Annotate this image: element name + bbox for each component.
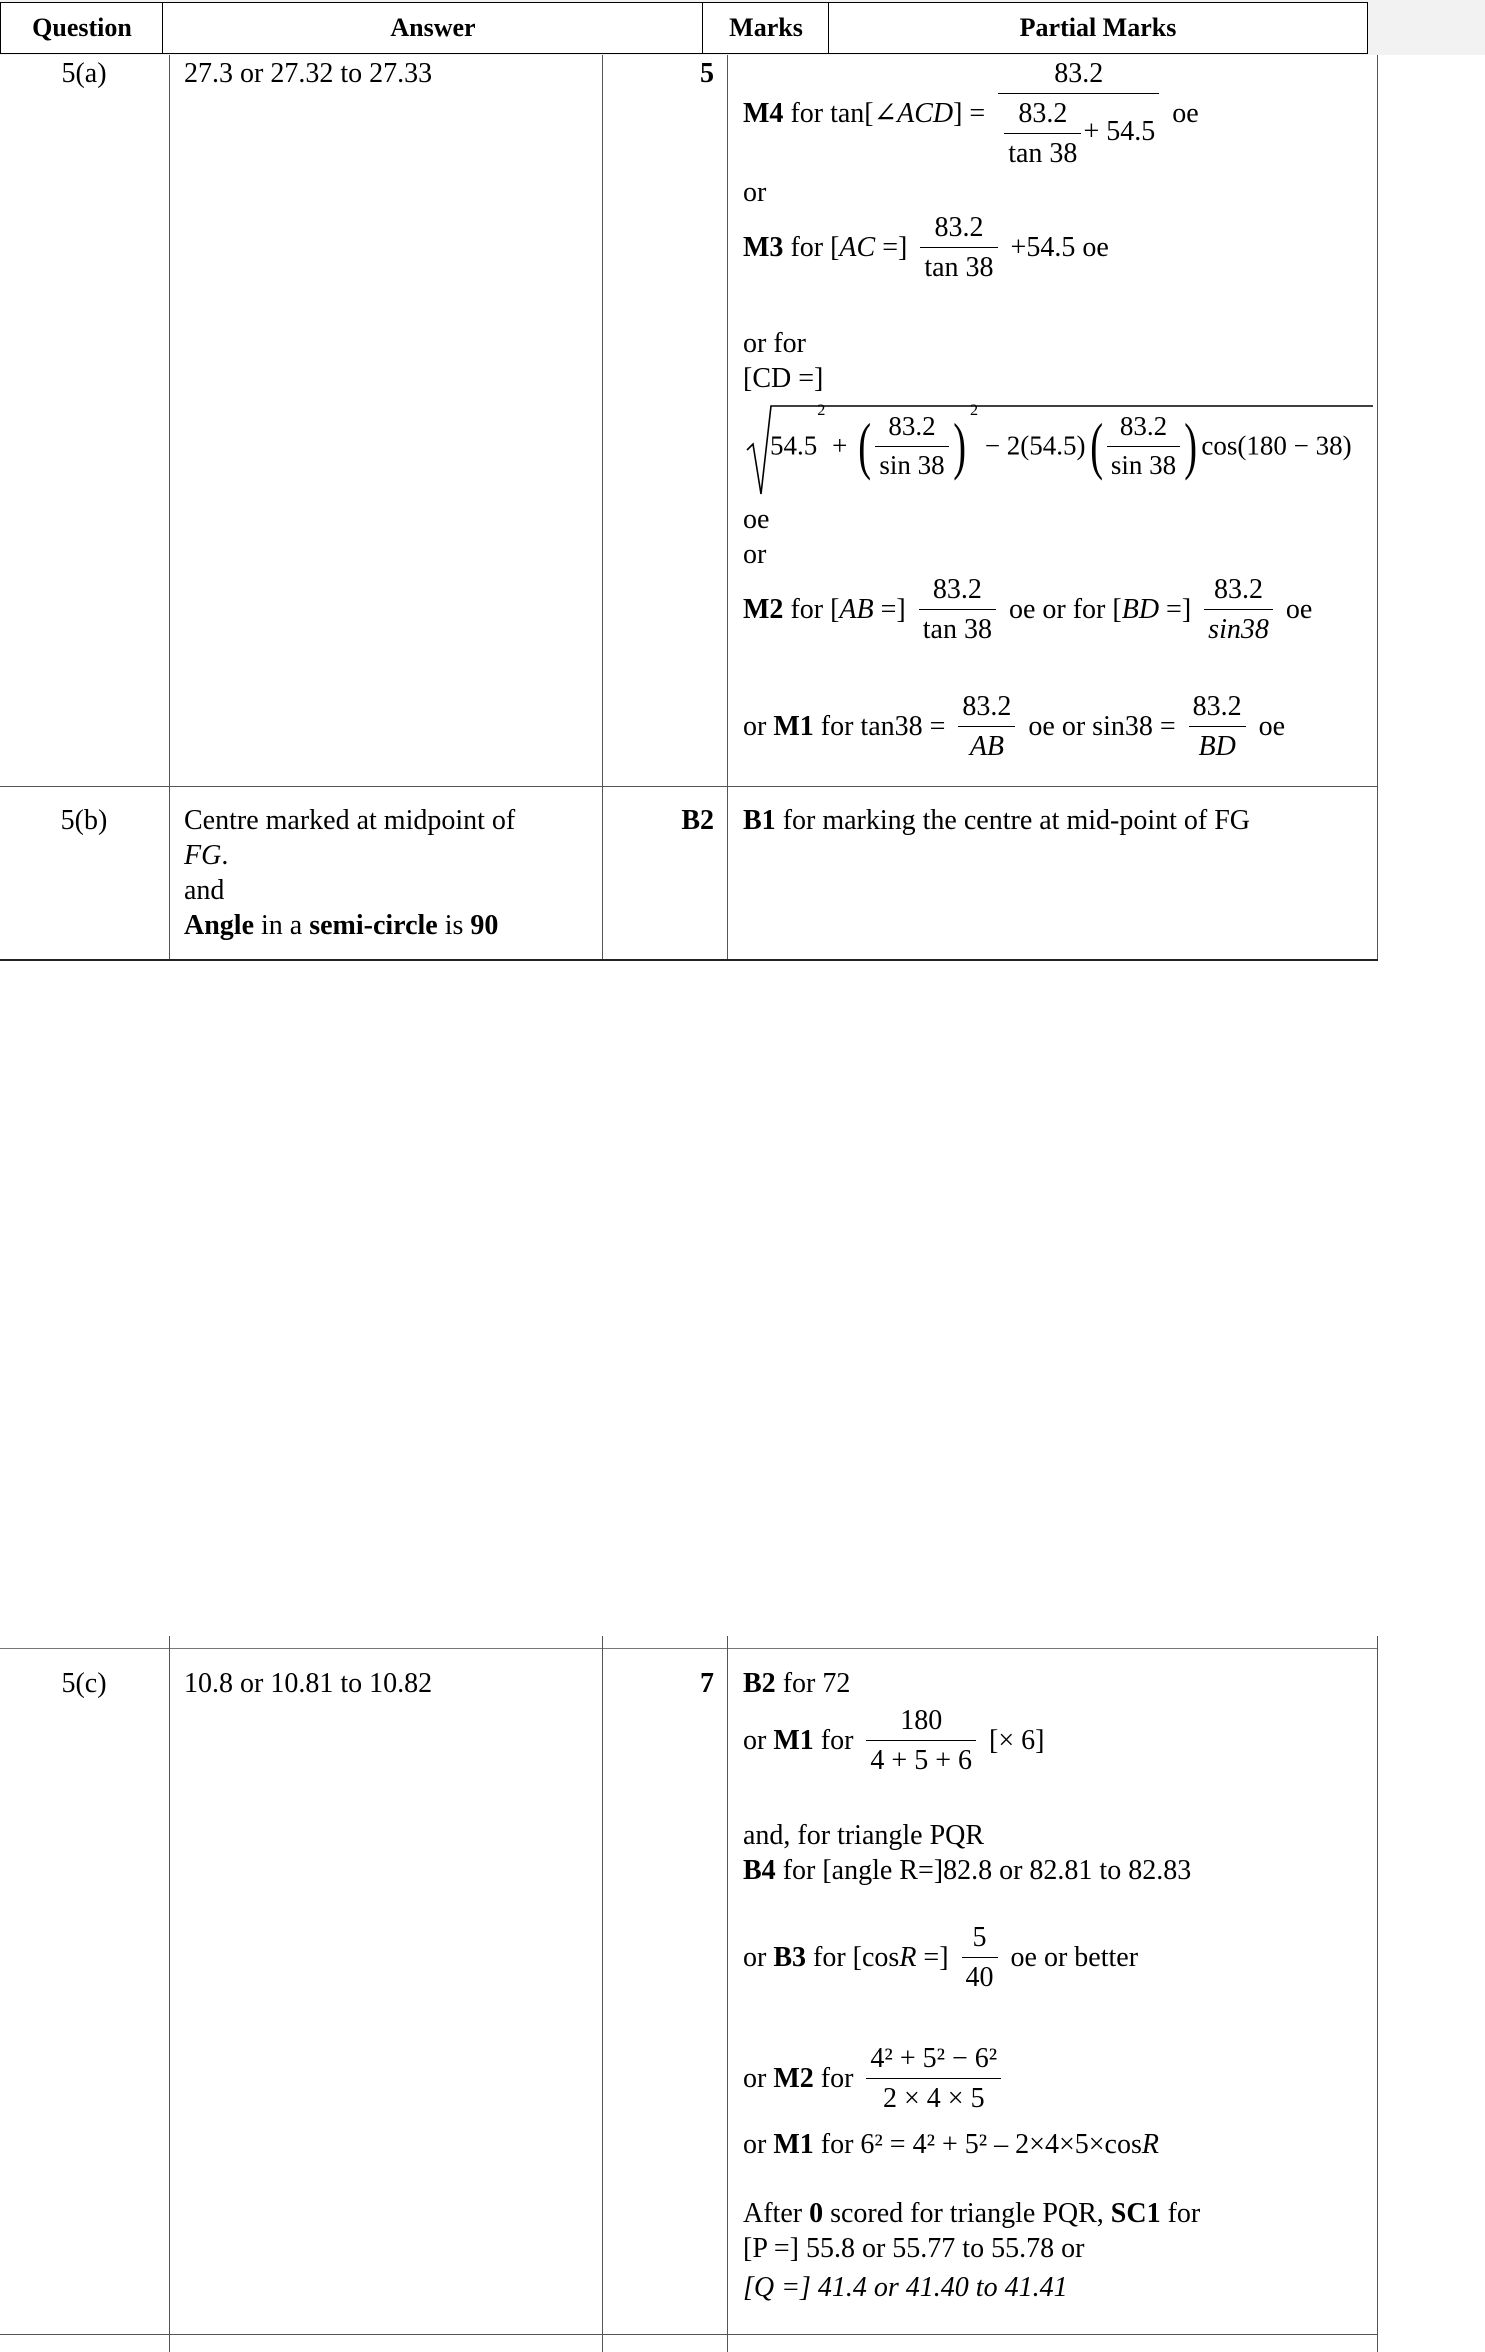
m2-c-fraction [866,2041,1001,2116]
answer-5b-angle: Angle [184,910,254,941]
answer-5b-line1: Centre marked at midpoint of [184,805,516,836]
m2-lead: for [ [790,594,840,625]
m2-frac1-num: 83.2 [919,572,996,610]
header-answer: Answer [162,2,704,54]
m3-fraction [920,210,997,285]
m3-close: =] [875,232,908,263]
m1-fraction-1 [958,689,1015,764]
table-top-border [0,1648,1378,1649]
cd-expression: $54.5^2$ + ( $\frac{83.2}{\sin 38}$ )$^2$ − 2(54.5)( $\frac{83.2}{\sin 38}$ ) cos(180 − 38) [770,401,1352,482]
m2-c-num: 4² + 5² − 6² [866,2041,1001,2079]
b3-fraction [962,1920,998,1995]
m1-c-criterion [743,2127,1159,2162]
table-bottom-border [0,959,1378,961]
m3-denominator: tan 38 [924,252,994,283]
m4-close: ] = [953,98,986,129]
m4-inner-denominator: tan 38 [1008,138,1078,169]
header-marks: Marks [702,2,830,54]
m2-c-den: 2 × 4 × 5 [883,2083,985,2114]
sc1-criterion [743,2196,1200,2231]
m1-mid: oe or sin38 = [1028,711,1176,742]
m1-72-num: 180 [866,1703,976,1741]
b3-criterion [743,1920,1138,1995]
cd-label: [CD =] [743,363,824,394]
grid-line [602,55,603,960]
question-5b: 5(b) [60,805,108,836]
cd-frac1-den: sin 38 [879,449,945,480]
m1-c-var: R [1141,2129,1159,2160]
m1-criterion [743,689,1285,764]
grid-line [727,55,728,960]
b3-var: R [899,1942,917,1973]
m3-numerator: 83.2 [920,210,997,248]
b3-den: 40 [965,1962,994,1993]
m2-frac1-den: tan 38 [922,614,992,645]
answer-5b-fg: FG [184,840,222,871]
sc1-q-line: [Q =] 41.4 or 41.40 to 41.41 [743,2272,1068,2303]
b2-criterion [743,1666,850,1701]
m3-label: M3 [743,232,784,263]
grid-line [1377,1636,1378,2352]
m3-tail: +54.5 oe [1010,232,1109,263]
sc1-label: SC1 [1110,2198,1161,2229]
or-for-text: or for [743,328,806,359]
header-partial-marks: Partial Marks [828,2,1368,54]
m1-72-fraction [866,1703,976,1778]
and-triangle-text: and, for triangle PQR [743,1820,985,1851]
m4-lead: for tan[ [790,98,874,129]
m2-frac2-num: 83.2 [1204,572,1273,610]
m2-c-for: for [813,2063,854,2094]
b1-criterion [743,803,1250,838]
grid-line [169,55,170,960]
answer-5b-dot: . [221,840,229,871]
sc1-p-line: [P =] 55.8 or 55.77 to 55.78 or [743,2233,1085,2264]
m1-72-label: M1 [773,1725,814,1756]
m1-frac1-den: AB [969,731,1005,762]
m2-c-or: or [743,2063,767,2094]
sc1-zero: 0 [809,2198,824,2229]
m2-criterion [743,572,1312,647]
answer-5b-90: 90 [470,910,499,941]
row-divider [0,2334,1378,2335]
cd-frac-2 [1107,410,1180,483]
b2-text: for 72 [775,1668,851,1699]
oe-text: oe [743,504,770,535]
b3-for: for [cos [806,1942,900,1973]
m1-frac1-num: 83.2 [958,689,1015,727]
cd-tail: cos(180 − 38) [1201,430,1352,461]
m4-angle: ∠ACD [873,98,954,129]
cd-frac-1 [875,410,948,483]
b4-text: for [angle R=]82.8 or 82.81 to 82.83 [775,1855,1192,1886]
m2-label: M2 [743,594,784,625]
cd-frac1-num: 83.2 [875,410,948,447]
m1-frac2-num: 83.2 [1189,689,1246,727]
m2-var-ab: AB [839,594,874,625]
grid-line [1377,55,1378,960]
b1-label: B1 [743,805,776,836]
m4-denominator [998,94,1159,171]
header-question: Question [0,2,164,54]
m1-tail: oe [1258,711,1286,742]
or-text: or [743,177,767,208]
m4-label: M4 [743,98,784,129]
m1-72-criterion [743,1703,1044,1778]
b4-criterion [743,1853,1191,1888]
m4-inner-add: + 54.5 [1083,115,1156,147]
m1-or: or [743,711,767,742]
m4-tail: oe [1172,98,1199,129]
m2-fraction-1 [919,572,996,647]
m1-label: M1 [773,711,814,742]
m1-fraction-2 [1189,689,1246,764]
b3-label: B3 [773,1942,807,1973]
sc1-mid: scored for triangle PQR, [823,2198,1111,2229]
m2-c-criterion [743,2041,1007,2116]
question-5a: 5(a) [61,58,107,89]
m3-var: AC [839,232,876,263]
m1-c-or: or [743,2129,767,2160]
m1-c-label: M1 [773,2129,814,2160]
b4-label: B4 [743,1855,776,1886]
sc1-for: for [1160,2198,1201,2229]
grid-line [727,1636,728,2352]
m2-tail: oe [1285,594,1313,625]
m1-72-or: or [743,1725,767,1756]
cd-plus: + [832,430,848,461]
row-divider [0,786,1378,787]
sc1-lead: After [743,2198,810,2229]
answer-5c: 10.8 or 10.81 to 10.82 [184,1668,433,1699]
b1-text: for marking the centre at mid-point of FG [775,805,1251,836]
m2-var-bd: BD [1121,594,1160,625]
m1-lead: for tan38 = [820,711,946,742]
m2-mid: oe or for [ [1008,594,1122,625]
marks-5c: 7 [700,1668,714,1699]
m4-criterion [743,56,1199,171]
b3-tail: oe or better [1010,1942,1139,1973]
answer-5b-in: in a [254,910,310,941]
cd-mid: − 2(54.5) [984,430,1086,461]
grid-line [169,1636,170,2352]
m3-criterion [743,210,1109,285]
m4-numerator: 83.2 [998,56,1159,94]
answer-5a: 27.3 or 27.32 to 27.33 [184,58,433,89]
answer-5b-and: and [184,875,225,906]
m1-72-for: for [813,1725,854,1756]
cd-frac2-num: 83.2 [1107,410,1180,447]
cd-frac2-den: sin 38 [1110,449,1177,480]
b3-num: 5 [962,1920,998,1958]
answer-5b-semicircle: semi-circle [309,910,438,941]
m2-frac2-den: sin38 [1208,614,1269,645]
marks-5b: B2 [681,805,714,836]
b3-or: or [743,1942,767,1973]
m2-fraction-2 [1204,572,1273,647]
m1-72-den: 4 + 5 + 6 [870,1745,973,1776]
answer-5b [184,803,594,943]
m1-72-tail: [× 6] [989,1725,1045,1756]
m4-inner-numerator: 83.2 [1004,96,1081,134]
m2-close1: =] [873,594,906,625]
cd-term-a: 54.5 [770,430,818,461]
question-5c: 5(c) [61,1668,107,1699]
m1-frac2-den: BD [1198,731,1236,762]
m1-c-text: for 6² = 4² + 5² – 2×4×5×cos [813,2129,1142,2160]
marks-5a: 5 [700,58,714,89]
b3-close: =] [916,1942,949,1973]
m4-fraction [998,56,1159,171]
answer-5b-is: is [437,910,471,941]
m3-lead: for [ [790,232,840,263]
b2-label: B2 [743,1668,776,1699]
m2-c-label: M2 [773,2063,814,2094]
or-text: or [743,539,767,570]
grid-line [602,1636,603,2352]
m2-close2: =] [1159,594,1192,625]
